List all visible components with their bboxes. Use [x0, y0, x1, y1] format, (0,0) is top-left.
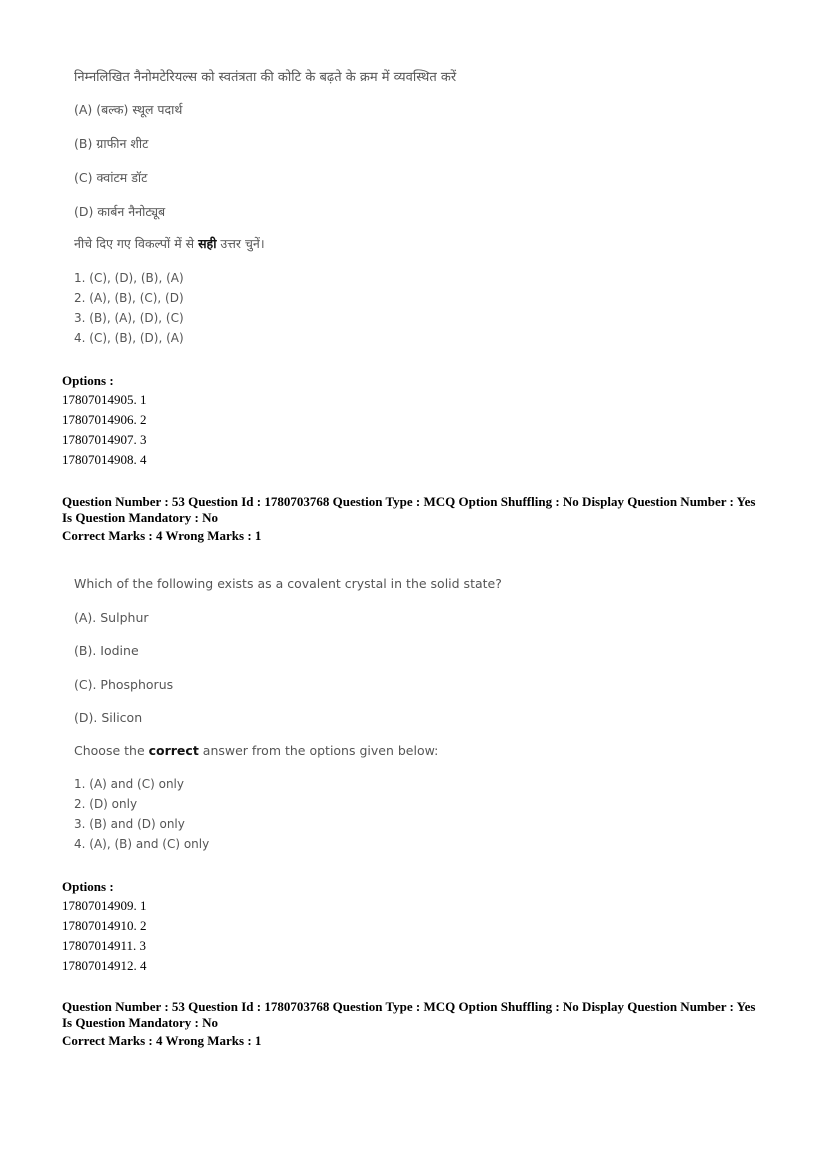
question-1-answer-2: 2. (A), (B), (C), (D): [74, 291, 184, 305]
question-1-answer-4: 4. (C), (B), (D), (A): [74, 331, 184, 345]
question-2-item-c: (C). Phosphorus: [74, 677, 174, 692]
question-2-item-d: (D). Silicon: [74, 710, 143, 725]
question-1-item-c: (C) क्वांटम डॉट: [74, 170, 148, 185]
question-2-item-a: (A). Sulphur: [74, 610, 149, 625]
question-meta-2-line3: Correct Marks : 4 Wrong Marks : 1: [62, 1033, 262, 1048]
question-1-answer-1: 1. (C), (D), (B), (A): [74, 271, 184, 285]
option-2-4: 17807014912. 4: [62, 958, 147, 973]
question-2-answer-2: 2. (D) only: [74, 797, 138, 811]
option-2-3: 17807014911. 3: [62, 938, 147, 953]
question-2-instruction-pre: Choose the: [74, 743, 149, 758]
question-2-stem: Which of the following exists as a covalent crystal in the solid state?: [74, 576, 502, 591]
option-1-3: 17807014907. 3: [62, 432, 147, 447]
option-1-2: 17807014906. 2: [62, 412, 147, 427]
option-2-1: 17807014909. 1: [62, 898, 147, 913]
option-1-4: 17807014908. 4: [62, 452, 147, 467]
question-2-instruction: [74, 743, 438, 758]
question-2-answer-3: 3. (B) and (D) only: [74, 817, 185, 831]
question-1-instruction-post: उत्तर चुनें।: [216, 236, 265, 251]
question-1-instruction-bold: सही: [198, 236, 217, 251]
question-1-item-d: (D) कार्बन नैनोट्यूब: [74, 204, 166, 219]
question-2-item-b: (B). Iodine: [74, 643, 139, 658]
question-meta-1-line1: Question Number : 53 Question Id : 1780703768 Question Type : MCQ Option Shuffling : No Display Question Number : Yes: [62, 494, 756, 509]
question-meta-1-line2: Is Question Mandatory : No: [62, 510, 219, 525]
option-1-1: 17807014905. 1: [62, 392, 147, 407]
question-1-item-a: (A) (बल्क) स्थूल पदार्थ: [74, 102, 183, 117]
question-1-instruction-pre: नीचे दिए गए विकल्पों में से: [74, 236, 199, 251]
question-1-item-b: (B) ग्राफीन शीट: [74, 136, 149, 151]
question-meta-2-line1: Question Number : 53 Question Id : 1780703768 Question Type : MCQ Option Shuffling : No Display Question Number : Yes: [62, 999, 756, 1014]
option-2-2: 17807014910. 2: [62, 918, 147, 933]
question-2-answer-4: 4. (A), (B) and (C) only: [74, 837, 210, 851]
question-2-instruction-bold: correct: [148, 743, 199, 758]
options-1-label: Options :: [62, 373, 114, 388]
question-2-answer-1: 1. (A) and (C) only: [74, 777, 184, 791]
question-1-stem: निम्नलिखित नैनोमटेरियल्स को स्वतंत्रता की कोटि के बढ़ते के क्रम में व्यवस्थित करें: [74, 70, 457, 85]
question-meta-2-line2: Is Question Mandatory : No: [62, 1015, 219, 1030]
question-1-answer-3: 3. (B), (A), (D), (C): [74, 311, 184, 325]
question-2-instruction-post: answer from the options given below:: [198, 743, 439, 758]
question-1-instruction: [74, 235, 265, 252]
options-2-label: Options :: [62, 879, 114, 894]
question-meta-1-line3: Correct Marks : 4 Wrong Marks : 1: [62, 528, 262, 543]
